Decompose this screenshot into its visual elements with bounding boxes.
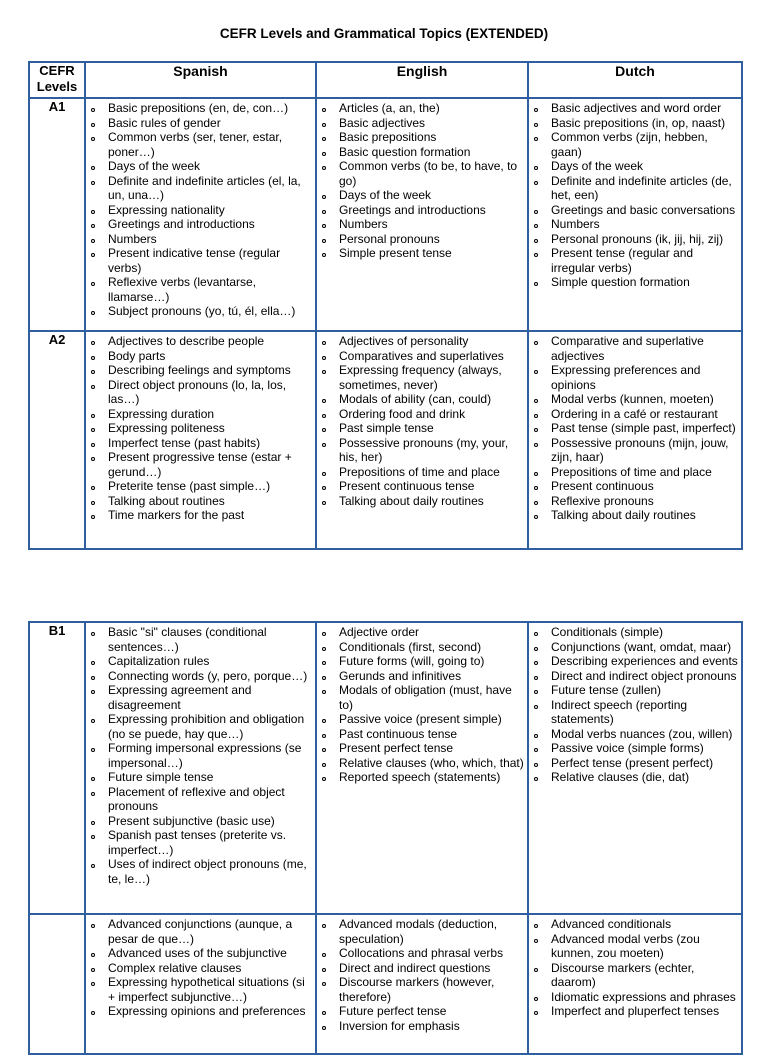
topic-list <box>317 332 527 512</box>
topic-item: Collocations and phrasal verbs <box>317 946 525 961</box>
topic-list <box>529 915 741 1023</box>
topic-item: Present tense (regular and irregular verbs) <box>529 246 739 275</box>
topic-item: Basic adjectives <box>317 116 525 131</box>
topic-item: Reflexive verbs (levantarse, llamarse…) <box>86 275 313 304</box>
topic-item: Conditionals (simple) <box>529 625 739 640</box>
dutch-cell <box>528 914 742 1054</box>
topic-item: Days of the week <box>86 159 313 174</box>
topic-item: Direct object pronouns (lo, la, los, las…) <box>86 378 313 407</box>
spanish-cell <box>85 331 316 549</box>
topic-item: Direct and indirect questions <box>317 961 525 976</box>
topic-item: Future forms (will, going to) <box>317 654 525 669</box>
topic-item: Basic prepositions (in, op, naast) <box>529 116 739 131</box>
topic-item: Relative clauses (who, which, that) <box>317 756 525 771</box>
topic-item: Expressing opinions and preferences <box>86 1004 313 1019</box>
topic-item: Discourse markers (echter, daarom) <box>529 961 739 990</box>
topic-item: Adjectives of personality <box>317 334 525 349</box>
topic-item: Present continuous <box>529 479 739 494</box>
topic-item: Present indicative tense (regular verbs) <box>86 246 313 275</box>
topic-item: Capitalization rules <box>86 654 313 669</box>
table-row-a1 <box>29 98 742 331</box>
topic-item: Conditionals (first, second) <box>317 640 525 655</box>
topic-item: Past simple tense <box>317 421 525 436</box>
topic-item: Present continuous tense <box>317 479 525 494</box>
level-cell: B1 <box>29 622 85 914</box>
topic-item: Modal verbs (kunnen, moeten) <box>529 392 739 407</box>
topic-item: Basic prepositions <box>317 130 525 145</box>
topic-item: Greetings and introductions <box>86 217 313 232</box>
header-spanish: Spanish <box>85 62 316 98</box>
topic-item: Comparatives and superlatives <box>317 349 525 364</box>
topic-item: Expressing prohibition and obligation (no se puede, hay que…) <box>86 712 313 741</box>
topic-item: Expressing hypothetical situations (si + imperfect subjunctive…) <box>86 975 313 1004</box>
topic-item: Modal verbs nuances (zou, willen) <box>529 727 739 742</box>
topic-item: Talking about daily routines <box>317 494 525 509</box>
topic-item: Passive voice (present simple) <box>317 712 525 727</box>
topic-item: Prepositions of time and place <box>317 465 525 480</box>
topic-item: Conjunctions (want, omdat, maar) <box>529 640 739 655</box>
level-cell: A1 <box>29 98 85 331</box>
table-row-b2 <box>29 914 742 1054</box>
cefr-table-part-2 <box>28 621 743 1055</box>
topic-item: Days of the week <box>529 159 739 174</box>
topic-item: Reported speech (statements) <box>317 770 525 785</box>
topic-item: Common verbs (ser, tener, estar, poner…) <box>86 130 313 159</box>
topic-list <box>86 332 315 527</box>
topic-list <box>86 915 315 1023</box>
topic-item: Basic question formation <box>317 145 525 160</box>
topic-item: Connecting words (y, pero, porque…) <box>86 669 313 684</box>
topic-item: Direct and indirect object pronouns <box>529 669 739 684</box>
topic-item: Simple question formation <box>529 275 739 290</box>
spanish-cell <box>85 622 316 914</box>
topic-item: Days of the week <box>317 188 525 203</box>
topic-item: Forming impersonal expressions (se impersonal…) <box>86 741 313 770</box>
topic-item: Advanced uses of the subjunctive <box>86 946 313 961</box>
cefr-table-part-1 <box>28 61 743 550</box>
topic-item: Time markers for the past <box>86 508 313 523</box>
english-cell <box>316 622 528 914</box>
topic-item: Numbers <box>529 217 739 232</box>
topic-item: Inversion for emphasis <box>317 1019 525 1034</box>
topic-item: Expressing duration <box>86 407 313 422</box>
topic-item: Adjective order <box>317 625 525 640</box>
topic-item: Expressing nationality <box>86 203 313 218</box>
header-dutch: Dutch <box>528 62 742 98</box>
topic-list <box>529 332 741 527</box>
english-cell <box>316 98 528 331</box>
topic-item: Adjectives to describe people <box>86 334 313 349</box>
topic-item: Advanced modals (deduction, speculation) <box>317 917 525 946</box>
topic-item: Advanced conditionals <box>529 917 739 932</box>
topic-item: Uses of indirect object pronouns (me, te, le…) <box>86 857 313 886</box>
topic-item: Future simple tense <box>86 770 313 785</box>
english-cell <box>316 914 528 1054</box>
topic-item: Describing experiences and events <box>529 654 739 669</box>
topic-item: Talking about routines <box>86 494 313 509</box>
topic-item: Basic "si" clauses (conditional sentences…) <box>86 625 313 654</box>
level-cell <box>29 914 85 1054</box>
topic-item: Spanish past tenses (preterite vs. imperfect…) <box>86 828 313 857</box>
topic-item: Possessive pronouns (mijn, jouw, zijn, haar) <box>529 436 739 465</box>
header-cefr-levels: CEFR Levels <box>29 62 85 98</box>
topic-item: Gerunds and infinitives <box>317 669 525 684</box>
topic-item: Perfect tense (present perfect) <box>529 756 739 771</box>
topic-item: Present perfect tense <box>317 741 525 756</box>
topic-item: Numbers <box>86 232 313 247</box>
topic-item: Talking about daily routines <box>529 508 739 523</box>
dutch-cell <box>528 331 742 549</box>
topic-item: Reflexive pronouns <box>529 494 739 509</box>
table-header-row <box>29 62 742 98</box>
dutch-cell <box>528 622 742 914</box>
table-row-b1 <box>29 622 742 914</box>
topic-list <box>317 99 527 265</box>
header-english: English <box>316 62 528 98</box>
topic-item: Future perfect tense <box>317 1004 525 1019</box>
topic-item: Personal pronouns <box>317 232 525 247</box>
topic-item: Placement of reflexive and object pronouns <box>86 785 313 814</box>
topic-item: Discourse markers (however, therefore) <box>317 975 525 1004</box>
topic-item: Present progressive tense (estar + gerund…) <box>86 450 313 479</box>
topic-item: Past tense (simple past, imperfect) <box>529 421 739 436</box>
topic-item: Numbers <box>317 217 525 232</box>
topic-item: Subject pronouns (yo, tú, él, ella…) <box>86 304 313 319</box>
topic-item: Basic rules of gender <box>86 116 313 131</box>
topic-item: Definite and indefinite articles (de, het, een) <box>529 174 739 203</box>
topic-item: Future tense (zullen) <box>529 683 739 698</box>
topic-item: Imperfect tense (past habits) <box>86 436 313 451</box>
topic-item: Prepositions of time and place <box>529 465 739 480</box>
topic-item: Expressing politeness <box>86 421 313 436</box>
topic-item: Expressing preferences and opinions <box>529 363 739 392</box>
topic-item: Advanced modal verbs (zou kunnen, zou moeten) <box>529 932 739 961</box>
topic-list <box>529 623 741 789</box>
topic-item: Expressing frequency (always, sometimes, never) <box>317 363 525 392</box>
topic-list <box>317 623 527 789</box>
topic-item: Indirect speech (reporting statements) <box>529 698 739 727</box>
page-title: CEFR Levels and Grammatical Topics (EXTENDED) <box>219 26 549 41</box>
topic-item: Ordering food and drink <box>317 407 525 422</box>
topic-item: Comparative and superlative adjectives <box>529 334 739 363</box>
topic-item: Describing feelings and symptoms <box>86 363 313 378</box>
dutch-cell <box>528 98 742 331</box>
topic-item: Expressing agreement and disagreement <box>86 683 313 712</box>
topic-list <box>86 623 315 890</box>
english-cell <box>316 331 528 549</box>
topic-item: Passive voice (simple forms) <box>529 741 739 756</box>
topic-item: Past continuous tense <box>317 727 525 742</box>
topic-item: Present subjunctive (basic use) <box>86 814 313 829</box>
table-row-a2 <box>29 331 742 549</box>
topic-item: Relative clauses (die, dat) <box>529 770 739 785</box>
topic-item: Preterite tense (past simple…) <box>86 479 313 494</box>
topic-item: Common verbs (zijn, hebben, gaan) <box>529 130 739 159</box>
topic-item: Imperfect and pluperfect tenses <box>529 1004 739 1019</box>
topic-item: Articles (a, an, the) <box>317 101 525 116</box>
topic-list <box>86 99 315 323</box>
topic-item: Advanced conjunctions (aunque, a pesar de que…) <box>86 917 313 946</box>
topic-item: Basic prepositions (en, de, con…) <box>86 101 313 116</box>
topic-item: Personal pronouns (ik, jij, hij, zij) <box>529 232 739 247</box>
spanish-cell <box>85 98 316 331</box>
topic-list <box>317 915 527 1037</box>
spanish-cell <box>85 914 316 1054</box>
topic-item: Greetings and basic conversations <box>529 203 739 218</box>
topic-item: Modals of obligation (must, have to) <box>317 683 525 712</box>
topic-item: Definite and indefinite articles (el, la, un, una…) <box>86 174 313 203</box>
topic-item: Modals of ability (can, could) <box>317 392 525 407</box>
topic-item: Basic adjectives and word order <box>529 101 739 116</box>
topic-list <box>529 99 741 294</box>
topic-item: Idiomatic expressions and phrases <box>529 990 739 1005</box>
topic-item: Simple present tense <box>317 246 525 261</box>
topic-item: Possessive pronouns (my, your, his, her) <box>317 436 525 465</box>
topic-item: Common verbs (to be, to have, to go) <box>317 159 525 188</box>
topic-item: Body parts <box>86 349 313 364</box>
topic-item: Greetings and introductions <box>317 203 525 218</box>
level-cell: A2 <box>29 331 85 549</box>
topic-item: Complex relative clauses <box>86 961 313 976</box>
topic-item: Ordering in a café or restaurant <box>529 407 739 422</box>
